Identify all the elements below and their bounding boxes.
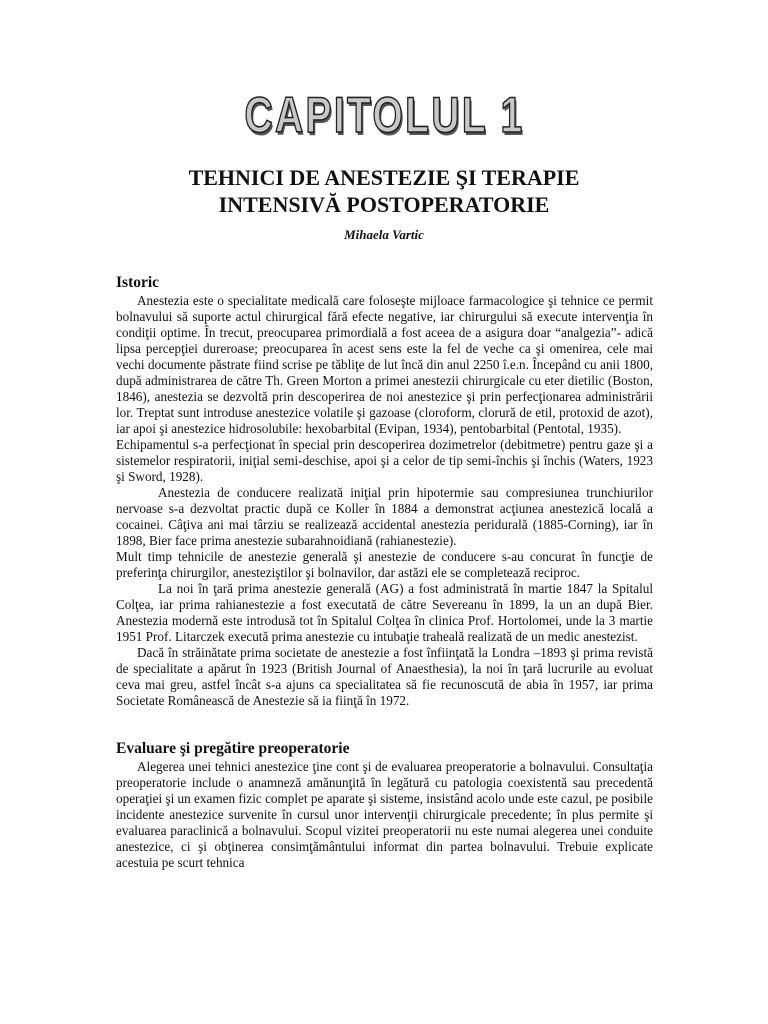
author-name: Mihaela Vartic [344,227,424,242]
document-body [116,274,653,871]
paragraph: Mult timp tehnicile de anestezie generală şi anestezie de conducere s-au concurat în funcţie de preferinţa chirurgilor, anesteziştilor şi bolnavilor, dar astăzi ele se completează reciproc. [116,549,653,580]
chapter-heading-text: CAPITOLUL 1 [243,87,524,143]
title-line-1: TEHNICI DE ANESTEZIE ŞI TERAPIE [188,165,580,190]
paragraph: Echipamentul s-a perfecţionat în special prin descoperirea dozimetrelor (debitmetre) pentru gaze şi a sistemelor respiratorii, iniţial semi-deschise, apoi şi a celor de tip semi-închis şi închis (Waters, 1923 şi Sword, 1928). [116,437,653,484]
chapter-heading [0,86,768,144]
paragraph: Dacă în străinătate prima societate de anestezie a fost înfiinţată la Londra –1893 şi prima revistă de specialitate a apărut în 1923 (British Journal of Anaesthesia), la noi în ţară lucrurile au evoluat ceva mai greu, astfel încât s-a ajuns ca specialitatea să fie recunoscută de abia în 1957, iar prima Societate Românească de Anestezie să ia fiinţă în 1972. [116,645,653,708]
paragraph: Anestezia este o specialitate medicală care foloseşte mijloace farmacologice şi tehnice ce permit bolnavului să suporte actul chirurgical fără efecte negative, iar chirurgului să execute intervenţia în condiţii optime. În trecut, preocuparea primordială a fost aceea de a asigura doar “analgezia”- adică lipsa percepţiei dureroase; preocuparea în acest sens este la fel de veche ca şi omenirea, cele mai vechi documente păstrate fiind scrise pe tăbliţe de lut încă din anul 2250 î.e.n. Începând cu anii 1800, după administrarea de către Th. Green Morton a primei anestezii chirurgicale cu eter dietilic (Boston, 1846), anestezia se dezvoltă prin descoperirea de noi anestezice şi prin perfecţionarea administrării lor. Treptat sunt introduse anestezice volatile şi gazoase (cloroform, clorură de etil, protoxid de azot), iar apoi şi anestezice hidrosolubile: hexobarbital (Evipan, 1934), pentobarbital (Pentotal, 1935). [116,293,653,436]
section-spacer [116,709,653,740]
paragraph: Alegerea unei tehnici anestezice ţine cont şi de evaluarea preoperatorie a bolnavului. Consultaţia preoperatorie include o anamneză amănunţită în legătură cu patologia coexistentă sau precedentă operaţiei şi un examen fizic complet pe aparate şi sisteme, insistând acolo unde este cazul, pe posibile incidente anestezice survenite în cursul unor intervenţii chirurgicale precedente; în plus permite şi evaluarea paraclinică a bolnavului. Scopul vizitei preoperatorii nu este numai alegerea unei conduite anestezice, ci şi obţinerea consimţământului informat din partea bolnavului. Trebuie explicate acestuia pe scurt tehnica [116,759,653,870]
document-title [40,164,728,218]
title-line-2: INTENSIVĂ POSTOPERATORIE [218,192,550,217]
paragraph: La noi în ţară prima anestezie generală (AG) a fost administrată în martie 1847 la Spitalul Colţea, iar prima rahianestezie a fost executată de către Severeanu în 1899, la un an după Bier. Anestezia modernă este introdusă tot în Spitalul Colţea în clinica Prof. Hortolomei, unde la 3 martie 1951 Prof. Litarczek execută prima anestezie cu intubaţie traheală realizată de un medic anestezist. [116,581,653,644]
section-heading-evaluare: Evaluare şi pregătire preoperatorie [116,740,350,757]
paragraph: Anestezia de conducere realizată iniţial prin hipotermie sau compresiunea trunchiurilor nervoase s-a dezvoltat practic după ce Koller în 1884 a demonstrat acţiunea anestezică locală a cocainei. Câţiva ani mai târziu se realizează accidental anestezia peridurală (1885-Corning), iar în 1898, Bier face prima anestezie subarahnoidiană (rahianestezie). [116,485,653,548]
section-heading-istoric: Istoric [116,274,160,291]
